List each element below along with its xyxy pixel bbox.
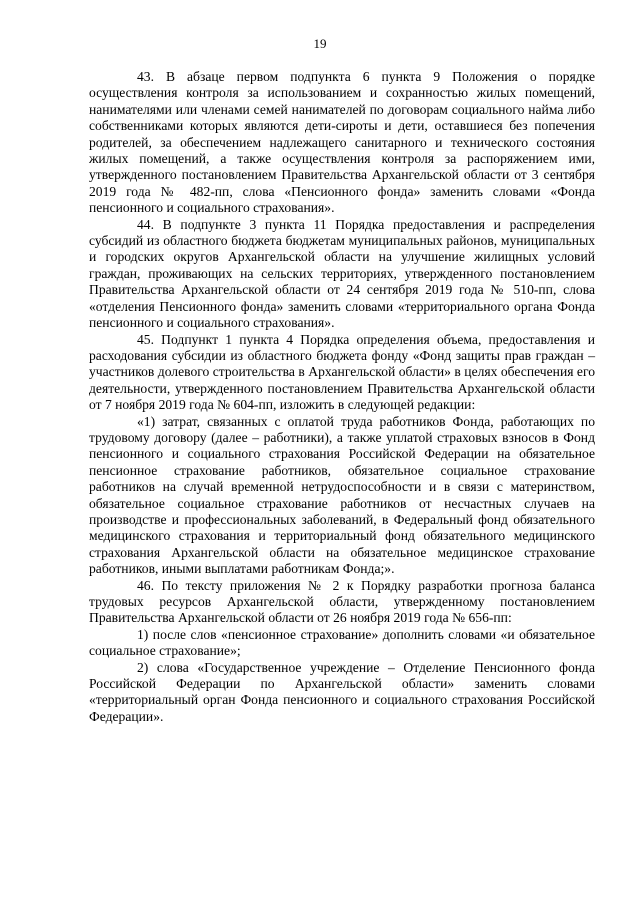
paragraph-44: 44. В подпункте 3 пункта 11 Порядка предоставления и распределения субсидий из областного бюджета бюджетам муниципальных районов, муниципальных и городских округов Архангельской области на улучшение жилищных условий граждан, проживающих на сельских территориях, утвержденного постановлением Правительства Архангельской области от 24 сентября 2019 года № 510-пп, слова «отделения Пенсионного фонда» заменить словами «территориального органа Фонда пенсионного и социального страхования». — [89, 216, 595, 331]
paragraph-46: 46. По тексту приложения № 2 к Порядку разработки прогноза баланса трудовых ресурсов Архангельской области, утвержденному постановлением Правительства Архангельской области от 26 ноября 2019 года № 656-пп: — [89, 577, 595, 626]
paragraph-46-item-1: 1) после слов «пенсионное страхование» дополнить словами «и обязательное социальное страхование»; — [89, 626, 595, 659]
paragraph-45: 45. Подпункт 1 пункта 4 Порядка определения объема, предоставления и расходования субсидии из областного бюджета фонду «Фонд защиты прав граждан – участников долевого строительства в Архангельской области» в целях обеспечения его деятельности, утвержденного постановлением Правительства Архангельской области от 7 ноября 2019 года № 604-пп, изложить в следующей редакции: — [89, 331, 595, 413]
paragraph-43: 43. В абзаце первом подпункта 6 пункта 9 Положения о порядке осуществления контроля за использованием и сохранностью жилых помещений, нанимателями или членами семей нанимателей по договорам социального найма либо собственниками которых являются дети-сироты и дети, оставшиеся без попечения родителей, за обеспечением надлежащего санитарного и технического состояния жилых помещений, а также осуществления контроля за распоряжением ими, утвержденного постановлением Правительства Архангельской области от 3 сентября 2019 года № 482-пп, слова «Пенсионного фонда» заменить словами «Фонда пенсионного и социального страхования». — [89, 69, 595, 216]
paragraph-45-quote: «1) затрат, связанных с оплатой труда работников Фонда, работающих по трудовому договору (далее – работники), а также уплатой страховых взносов в Фонд пенсионного и социального страхования Российской Федерации на обязательное пенсионное страхование работников, обязательное социальное страхование работников на случай временной нетрудоспособности и в связи с материнством, обязательное социальное страхование работников от несчастных случаев на производстве и профессиональных заболеваний, в Федеральный фонд обязательного медицинского страхования и территориальный фонд обязательного медицинского страхования Архангельской области на обязательное медицинское страхование работников, иными выплатами работникам Фонда;». — [89, 413, 595, 577]
document-body — [89, 69, 595, 725]
paragraph-46-item-2: 2) слова «Государственное учреждение – Отделение Пенсионного фонда Российской Федерации по Архангельской области» заменить словами «территориальный орган Фонда пенсионного и социального страхования Российской Федерации». — [89, 659, 595, 724]
page-number: 19 — [313, 36, 327, 51]
